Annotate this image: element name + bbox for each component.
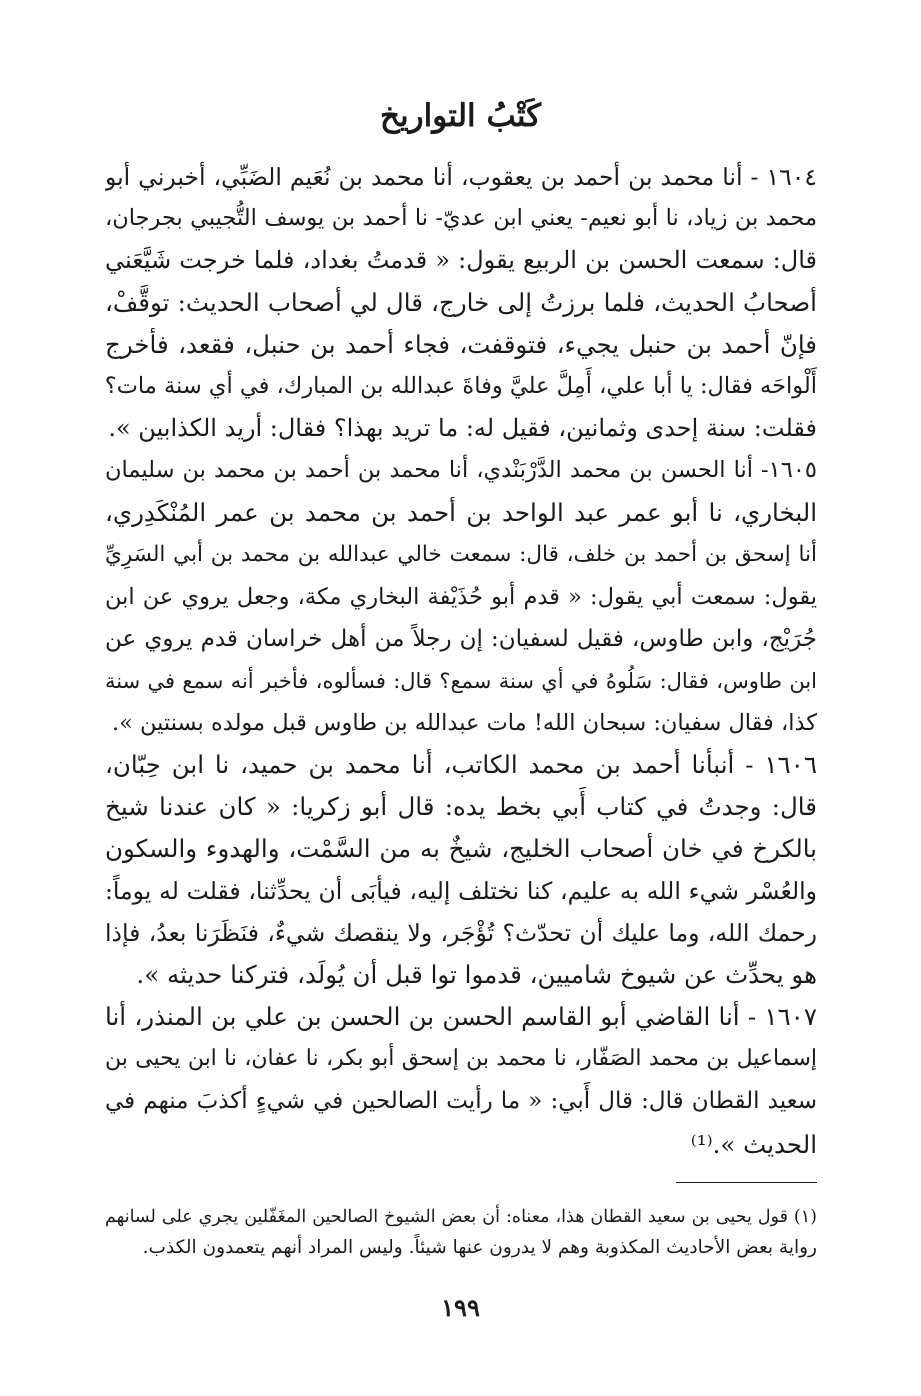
text-line: كذا، فقال سفيان: سبحان الله! مات عبدالله بن طاوس قبل مولده بسنتين ». xyxy=(111,710,817,736)
text-line: قال: وجدتُ في كتاب أَبي بخط يده: قال أبو زكريا: « كان عندنا شيخ xyxy=(105,792,817,821)
text-line: هو يحدِّث عن شيوخ شاميين، قدموا توا قبل أن يُولَد، فتركنا حديثه ». xyxy=(136,960,817,989)
text-line: البخاري، نا أبو عمر عبد الواحد بن أحمد بن محمد بن عمر المُنْكَدِري، xyxy=(105,498,817,527)
text-line: سعيد القطان قال: قال أَبي: « ما رأيت الصالحين في شيءٍ أكذبَ منهم في xyxy=(105,1088,817,1114)
footnote-divider xyxy=(676,1182,817,1183)
text-line: جُرَيْج، وابن طاوس، فقيل لسفيان: إن رجلاً من أهل خراسان قدم يروي عن xyxy=(105,626,817,652)
text-line: الحديث ».⁽¹⁾ xyxy=(690,1130,817,1159)
text-line: ١٦٠٧ - أنا القاضي أبو القاسم الحسن بن الحسن بن علي بن المنذر، أنا xyxy=(105,1002,817,1031)
page-title: كَتْبُ التواريخ xyxy=(380,98,541,134)
text-line: محمد بن زياد، نا أبو نعيم- يعني ابن عديّ- نا أحمد بن يوسف التُّجيبي بجرجان، xyxy=(105,205,817,231)
text-line: أصحابُ الحديث، فلما برزتُ إلى خارج، قال لي أصحاب الحديث: توقَّفْ، xyxy=(105,288,817,317)
text-line: يقول: سمعت أبي يقول: « قدم أبو حُذَيْفة البخاري مكة، وجعل يروي عن ابن xyxy=(105,584,817,610)
text-line: ١٦٠٤ - أنا محمد بن أحمد بن يعقوب، أنا محمد بن نُعَيم الضَبِّي، أخبرني أبو xyxy=(105,163,817,191)
footnote-line: (١) قول يحيى بن سعيد القطان هذا، معناه: أن بعض الشيوخ الصالحين المغَفّلين يجري على لسانهم xyxy=(105,1207,817,1227)
text-line: فقلت: سنة إحدى وثمانين، فقيل له: ما تريد بهذا؟ فقال: أريد الكذابين ». xyxy=(108,414,817,442)
footnote-line: رواية بعض الأحاديث المكذوبة وهم لا يدرون عنها شيئاً. وليس المراد أنهم يتعمدون الكذب. xyxy=(142,1237,817,1258)
text-line: قال: سمعت الحسن بن الربيع يقول: « قدمتُ بغداد، فلما خرجت شَيَّعَني xyxy=(105,246,817,274)
text-line: ١٦٠٥- أنا الحسن بن محمد الدَّرْبَنْدي، أنا محمد بن أحمد بن محمد بن سليمان xyxy=(105,457,817,483)
text-line: إسماعيل بن محمد الصَفّار، نا محمد بن إسحق أبو بكر، نا عفان، نا ابن يحيى بن xyxy=(105,1046,817,1071)
page-number: ١٩٩ xyxy=(441,1293,480,1322)
text-line: ١٦٠٦ - أنبأنا أحمد بن محمد الكاتب، أنا محمد بن حميد، نا ابن حِبّان، xyxy=(105,750,817,779)
text-line: فإنّ أحمد بن حنبل يجيء، فتوقفت، فجاء أحمد بن حنبل، فقعد، فأخرج xyxy=(105,330,817,359)
text-line: أنا إسحق بن أحمد بن خلف، قال: سمعت خالي عبدالله بن محمد بن أبي السَرِيِّ xyxy=(105,542,817,567)
text-line: بالكرخ في خان أصحاب الخليج، شيخٌ به من السَّمْت، والهدوء والسكون xyxy=(105,834,817,863)
text-line: رحمك الله، وما عليك أن تحدّث؟ تُؤْجَر، ولا ينقصك شيءٌ، فنَظَرَنا بعدُ، فإذا xyxy=(105,919,817,947)
text-line: ابن طاوس، فقال: سَلُوهُ في أي سنة سمع؟ قال: فسألوه، فأخبر أنه سمع في سنة xyxy=(105,669,817,693)
text-line: أَلْواحَه فقال: يا أبا علي، أَمِلَّ عليَّ وفاةَ عبدالله بن المبارك، في أي سنة مات؟ xyxy=(105,373,817,399)
text-line: والعُسْر شيء الله به عليم، كنا نختلف إليه، فيأبَى أن يحدِّثنا، فقلت له يوماً: xyxy=(105,877,817,905)
